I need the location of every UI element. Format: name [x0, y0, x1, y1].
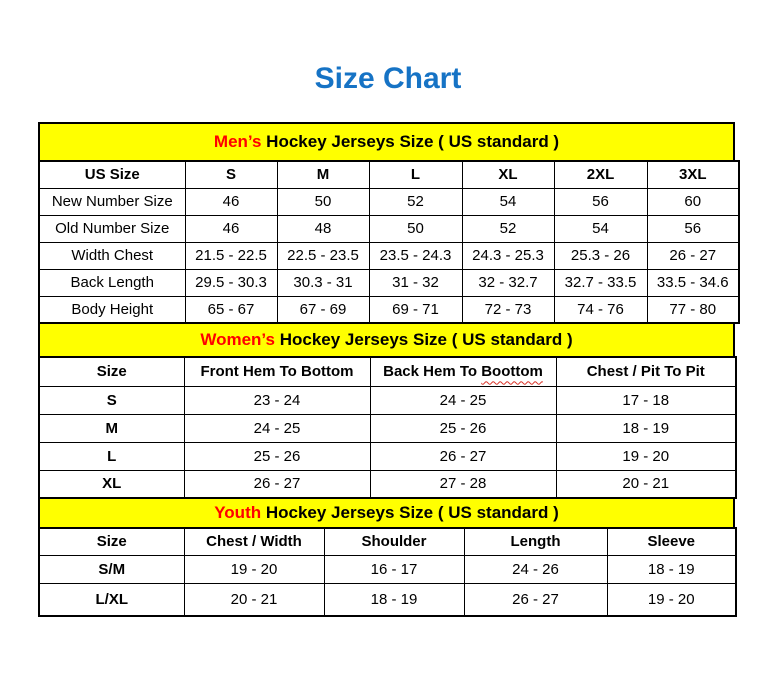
value-cell: 24 - 25 — [184, 414, 370, 442]
value-cell: 20 - 21 — [556, 470, 736, 498]
column-header-xl: XL — [462, 161, 554, 188]
value-cell: 32.7 - 33.5 — [554, 269, 647, 296]
value-cell: 20 - 21 — [184, 583, 324, 616]
mens-row-body-height — [39, 296, 739, 323]
back-hem-misspelled-word: Boottom — [481, 363, 543, 381]
column-header-m: M — [277, 161, 369, 188]
value-cell: 18 - 19 — [324, 583, 464, 616]
column-header-l: L — [369, 161, 462, 188]
column-header-2xl: 2XL — [554, 161, 647, 188]
column-header-sleeve: Sleeve — [607, 528, 736, 555]
womens-banner-text: Hockey Jerseys Size ( US standard ) — [274, 330, 573, 349]
mens-row-old-number-size — [39, 215, 739, 242]
column-header-back-hem — [370, 357, 556, 386]
womens-row-m — [39, 414, 736, 442]
youth-row-lxl — [39, 583, 736, 616]
value-cell: 19 - 20 — [556, 442, 736, 470]
mens-banner — [38, 122, 735, 162]
youth-header-row — [39, 528, 736, 555]
youth-banner-text: Hockey Jerseys Size ( US standard ) — [261, 503, 559, 522]
value-cell: 22.5 - 23.5 — [277, 242, 369, 269]
value-cell: 31 - 32 — [369, 269, 462, 296]
value-cell: 46 — [185, 188, 277, 215]
size-cell: L/XL — [39, 583, 184, 616]
value-cell: 46 — [185, 215, 277, 242]
value-cell: 25 - 26 — [184, 442, 370, 470]
womens-banner-highlight: Women’s — [200, 330, 275, 349]
size-cell: L — [39, 442, 184, 470]
youth-size-table — [38, 527, 737, 617]
value-cell: 56 — [554, 188, 647, 215]
youth-row-sm — [39, 555, 736, 583]
value-cell: 74 - 76 — [554, 296, 647, 323]
value-cell: 27 - 28 — [370, 470, 556, 498]
size-cell: XL — [39, 470, 184, 498]
value-cell: 30.3 - 31 — [277, 269, 369, 296]
value-cell: 18 - 19 — [556, 414, 736, 442]
size-cell: S/M — [39, 555, 184, 583]
value-cell: 26 - 27 — [464, 583, 607, 616]
value-cell: 54 — [462, 188, 554, 215]
value-cell: 77 - 80 — [647, 296, 739, 323]
value-cell: 19 - 20 — [184, 555, 324, 583]
womens-size-table — [38, 356, 737, 499]
column-header-shoulder: Shoulder — [324, 528, 464, 555]
page-title: Size Chart — [314, 62, 462, 95]
value-cell: 52 — [369, 188, 462, 215]
column-header-front-hem: Front Hem To Bottom — [184, 357, 370, 386]
size-chart — [38, 122, 735, 617]
value-cell: 24 - 26 — [464, 555, 607, 583]
youth-banner-highlight: Youth — [214, 503, 262, 522]
size-cell: M — [39, 414, 184, 442]
youth-banner — [38, 497, 735, 529]
value-cell: 24.3 - 25.3 — [462, 242, 554, 269]
mens-size-table — [38, 160, 740, 324]
value-cell: 23 - 24 — [184, 386, 370, 414]
size-cell: S — [39, 386, 184, 414]
column-header-3xl: 3XL — [647, 161, 739, 188]
value-cell: 54 — [554, 215, 647, 242]
womens-row-l — [39, 442, 736, 470]
row-label: New Number Size — [39, 188, 185, 215]
column-header-length: Length — [464, 528, 607, 555]
column-header-s: S — [185, 161, 277, 188]
row-label: Back Length — [39, 269, 185, 296]
value-cell: 32 - 32.7 — [462, 269, 554, 296]
value-cell: 19 - 20 — [607, 583, 736, 616]
value-cell: 33.5 - 34.6 — [647, 269, 739, 296]
column-header-chest-pit: Chest / Pit To Pit — [556, 357, 736, 386]
column-header-size: Size — [39, 357, 184, 386]
womens-row-s — [39, 386, 736, 414]
mens-row-back-length — [39, 269, 739, 296]
value-cell: 23.5 - 24.3 — [369, 242, 462, 269]
value-cell: 50 — [277, 188, 369, 215]
womens-banner — [38, 322, 735, 358]
value-cell: 72 - 73 — [462, 296, 554, 323]
value-cell: 16 - 17 — [324, 555, 464, 583]
value-cell: 50 — [369, 215, 462, 242]
value-cell: 69 - 71 — [369, 296, 462, 323]
value-cell: 26 - 27 — [370, 442, 556, 470]
value-cell: 25 - 26 — [370, 414, 556, 442]
womens-header-row — [39, 357, 736, 386]
mens-row-width-chest — [39, 242, 739, 269]
value-cell: 29.5 - 30.3 — [185, 269, 277, 296]
value-cell: 25.3 - 26 — [554, 242, 647, 269]
value-cell: 65 - 67 — [185, 296, 277, 323]
column-header-us-size: US Size — [39, 161, 185, 188]
value-cell: 26 - 27 — [647, 242, 739, 269]
value-cell: 67 - 69 — [277, 296, 369, 323]
value-cell: 26 - 27 — [184, 470, 370, 498]
value-cell: 60 — [647, 188, 739, 215]
value-cell: 24 - 25 — [370, 386, 556, 414]
row-label: Width Chest — [39, 242, 185, 269]
value-cell: 48 — [277, 215, 369, 242]
mens-banner-text: Hockey Jerseys Size ( US standard ) — [261, 132, 560, 151]
column-header-chest-width: Chest / Width — [184, 528, 324, 555]
row-label: Body Height — [39, 296, 185, 323]
value-cell: 21.5 - 22.5 — [185, 242, 277, 269]
value-cell: 18 - 19 — [607, 555, 736, 583]
mens-header-row — [39, 161, 739, 188]
value-cell: 17 - 18 — [556, 386, 736, 414]
value-cell: 52 — [462, 215, 554, 242]
mens-row-new-number-size — [39, 188, 739, 215]
womens-row-xl — [39, 470, 736, 498]
column-header-size: Size — [39, 528, 184, 555]
mens-banner-highlight: Men’s — [213, 132, 262, 151]
row-label: Old Number Size — [39, 215, 185, 242]
value-cell: 56 — [647, 215, 739, 242]
back-hem-prefix: Back Hem To — [383, 363, 482, 381]
